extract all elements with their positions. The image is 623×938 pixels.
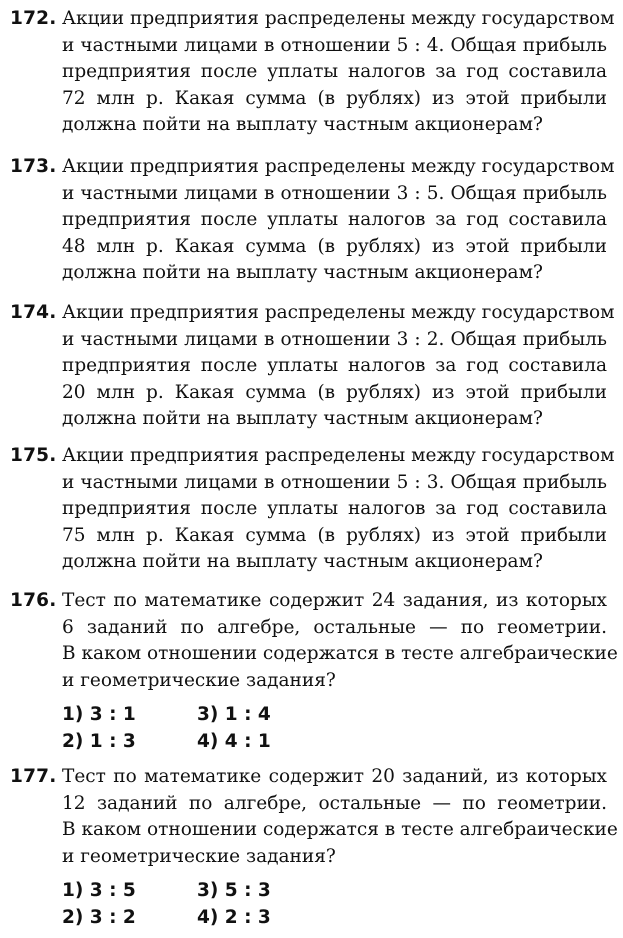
problem-text-line: предприятия после уплаты налогов за год составила	[62, 209, 607, 231]
problem-text-line: Акции предприятия распределены между государством	[62, 8, 615, 29]
problem-177	[10, 764, 618, 932]
problem-text-line: предприятия после уплаты налогов за год составила	[62, 61, 607, 83]
problem-number: 173.	[10, 156, 57, 177]
answer-row	[62, 905, 610, 932]
problem-172	[10, 6, 615, 139]
problem-text-line: и частными лицами в отношении 3 : 5. Общая прибыль	[62, 182, 607, 204]
problem-number: 175.	[10, 445, 57, 466]
problem-number: 172.	[10, 8, 57, 29]
problem-text-line: В каком отношении содержатся в тесте алгебраические	[62, 643, 618, 665]
problem-text-line: Тест по математике содержит 20 заданий, из которых	[62, 766, 607, 787]
problem-text-line: предприятия после уплаты налогов за год составила	[62, 355, 607, 377]
problem-text-line: 12 заданий по алгебре, остальные — по геометрии.	[62, 792, 607, 814]
answer-row	[62, 702, 610, 729]
answer-option: 2) 1 : 3	[62, 730, 136, 752]
problem-text-line: и геометрические задания?	[62, 845, 336, 867]
problem-text-line: и геометрические задания?	[62, 669, 336, 691]
problem-number: 177.	[10, 766, 57, 787]
problem-text-line: и частными лицами в отношении 3 : 2. Общая прибыль	[62, 328, 607, 350]
problem-text-line: и частными лицами в отношении 5 : 3. Общая прибыль	[62, 471, 607, 493]
problem-text-line: должна пойти на выплату частным акционерам?	[62, 551, 543, 573]
answer-option: 4) 4 : 1	[197, 730, 271, 752]
problem-text-line: и частными лицами в отношении 5 : 4. Общая прибыль	[62, 34, 607, 56]
problem-text-line: 6 заданий по алгебре, остальные — по геометрии.	[62, 616, 607, 638]
problem-text-line: Акции предприятия распределены между государством	[62, 445, 615, 466]
problem-text-line: 48 млн р. Какая сумма (в рублях) из этой прибыли	[62, 235, 607, 257]
problem-173	[10, 154, 615, 287]
problem-text-line: 75 млн р. Какая сумма (в рублях) из этой прибыли	[62, 524, 607, 546]
problem-text-line: Акции предприятия распределены между государством	[62, 156, 615, 177]
problem-text-line: 20 млн р. Какая сумма (в рублях) из этой прибыли	[62, 381, 607, 403]
answer-option: 4) 2 : 3	[197, 906, 271, 928]
problem-175	[10, 443, 615, 576]
problem-text-line: Тест по математике содержит 24 задания, из которых	[62, 590, 607, 611]
answer-option: 3) 1 : 4	[197, 704, 271, 726]
answer-option: 1) 3 : 5	[62, 880, 136, 902]
answer-options	[62, 878, 610, 931]
answer-option: 3) 5 : 3	[197, 880, 271, 902]
answer-row	[62, 729, 610, 756]
answer-option: 1) 3 : 1	[62, 704, 136, 726]
answer-row	[62, 878, 610, 905]
problem-text-line: Акции предприятия распределены между государством	[62, 302, 615, 323]
problem-174	[10, 300, 615, 433]
problem-text-line: В каком отношении содержатся в тесте алгебраические	[62, 819, 618, 841]
problem-text-line: 72 млн р. Какая сумма (в рублях) из этой прибыли	[62, 87, 607, 109]
answer-option: 2) 3 : 2	[62, 906, 136, 928]
problem-176	[10, 588, 618, 756]
problem-number: 176.	[10, 590, 57, 611]
problem-number: 174.	[10, 302, 57, 323]
problem-text-line: должна пойти на выплату частным акционерам?	[62, 408, 543, 430]
answer-options	[62, 702, 610, 755]
problem-text-line: должна пойти на выплату частным акционерам?	[62, 114, 543, 136]
problem-text-line: предприятия после уплаты налогов за год составила	[62, 498, 607, 520]
problem-text-line: должна пойти на выплату частным акционерам?	[62, 262, 543, 284]
